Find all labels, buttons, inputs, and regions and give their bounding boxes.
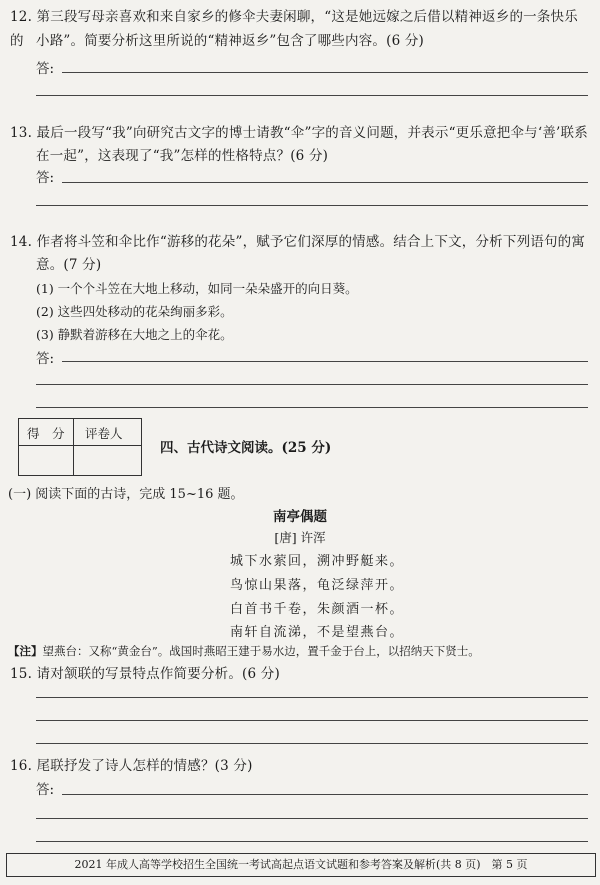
q13-answer-line-1[interactable]	[62, 182, 588, 183]
q13-answer-label: 答:	[36, 170, 55, 186]
q14-item-2: (2) 这些四处移动的花朵绚丽多彩。	[36, 304, 233, 319]
q14-item-3: (3) 静默着游移在大地之上的伞花。	[36, 327, 233, 342]
section4-title: 四、古代诗文阅读。(25 分)	[160, 440, 332, 456]
q16-answer-line-1[interactable]	[62, 794, 588, 795]
q14-answer-line-2[interactable]	[36, 384, 588, 385]
q15-answer-line-3[interactable]	[36, 743, 588, 744]
q14-answer-label: 答:	[36, 351, 55, 367]
grader-label: 评卷人	[85, 426, 123, 441]
q12-answer-label: 答:	[36, 61, 55, 77]
q15-text: 15. 请对颔联的写景特点作简要分析。(6 分)	[10, 666, 280, 682]
q14-line1: 14. 作者将斗笠和伞比作“游移的花朵”，赋予它们深厚的情感。结合上下文，分析下列语句的寓	[10, 234, 586, 250]
score-label: 得 分	[27, 426, 65, 441]
q13-line1: 13. 最后一段写“我”向研究古文字的博士请教“伞”字的音义问题，并表示“更乐意把伞与‘善’联系	[10, 125, 588, 141]
poem-title: 南亭偶题	[273, 509, 327, 525]
note-text: 望燕台：又称“黄金台”。战国时燕昭王建于易水边，置千金于台上，以招纳天下贤士。	[42, 644, 480, 658]
q16-answer-line-3[interactable]	[36, 841, 588, 842]
q15-answer-line-1[interactable]	[36, 697, 588, 698]
poem-note	[8, 643, 594, 659]
part1-instruction: (一) 阅读下面的古诗，完成 15~16 题。	[8, 487, 244, 502]
q14-item-1: (1) 一个个斗笠在大地上移动，如同一朵朵盛开的向日葵。	[36, 281, 358, 296]
poem-author: [唐] 许浑	[274, 530, 326, 545]
q14-answer-line-1[interactable]	[62, 361, 588, 362]
q16-answer-label: 答:	[36, 782, 55, 798]
page-footer: 2021 年成人高等学校招生全国统一考试高起点语文试题和参考答案及解析(共 8 页) 第 5 页	[6, 853, 596, 877]
q13-line2: 在一起”，这表现了“我”怎样的性格特点？(6 分)	[36, 148, 329, 164]
note-label: 【注】	[8, 644, 43, 658]
poem-line-4: 南轩自流涕，不是望燕台。	[230, 625, 405, 640]
q15-answer-line-2[interactable]	[36, 720, 588, 721]
poem-line-1: 城下水萦回，溯冲野艇来。	[230, 554, 405, 569]
q14-line2: 意。(7 分)	[36, 257, 102, 273]
q12-answer-line-2[interactable]	[36, 95, 588, 96]
q12-line1: 12. 第三段写母亲喜欢和来自家乡的修伞夫妻闲聊，“这是她远嫁之后借以精神返乡的一条快乐的	[10, 9, 578, 49]
q12-line2: 小路”。简要分析这里所说的“精神返乡”包含了哪些内容。(6 分)	[36, 33, 425, 49]
q16-answer-line-2[interactable]	[36, 818, 588, 819]
q12-answer-line-1[interactable]	[62, 72, 588, 73]
score-box	[18, 418, 142, 476]
poem-line-2: 鸟惊山果落，龟泛绿萍开。	[230, 578, 405, 593]
q13-answer-line-2[interactable]	[36, 205, 588, 206]
q16-text: 16. 尾联抒发了诗人怎样的情感？(3 分)	[10, 758, 253, 774]
poem-line-3: 白首书千卷，朱颜酒一杯。	[230, 602, 405, 617]
q14-answer-line-3[interactable]	[36, 407, 588, 408]
